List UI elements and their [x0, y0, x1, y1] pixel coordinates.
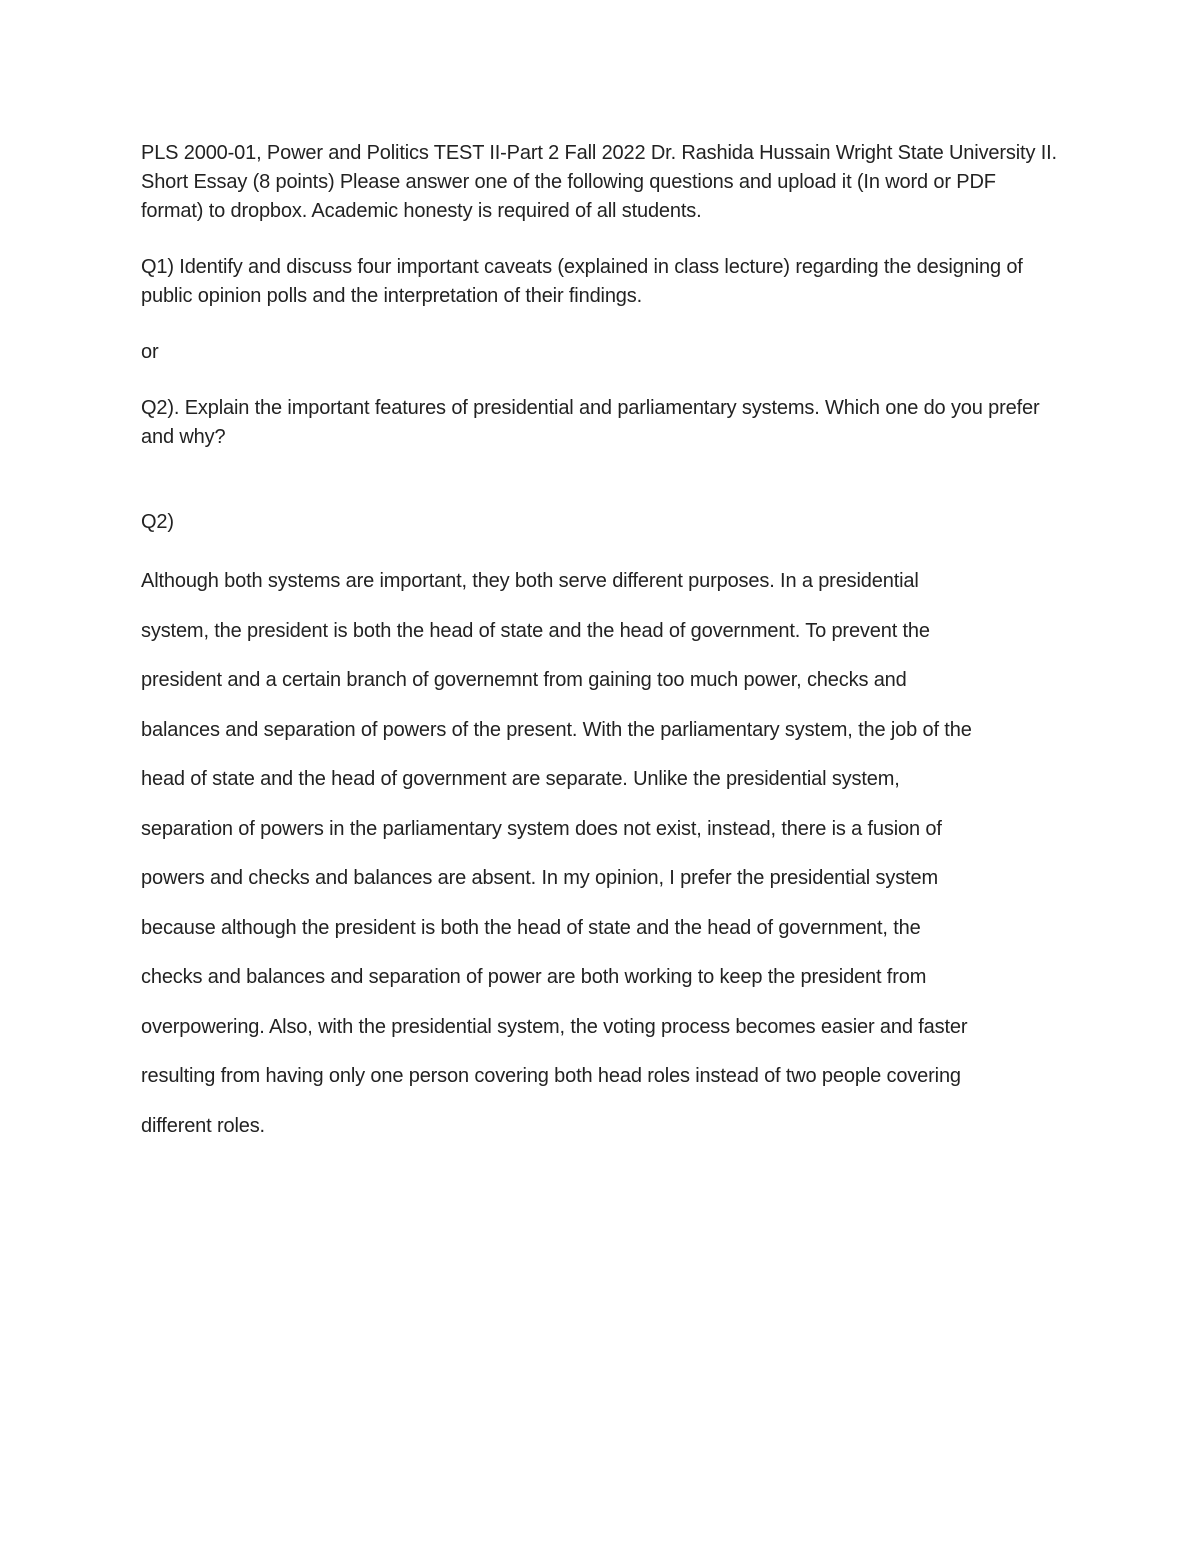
answer-line: powers and checks and balances are absent. In my opinion, I prefer the presidential system — [141, 867, 938, 889]
answer-line: different roles. — [141, 1114, 265, 1137]
exam-header-paragraph: PLS 2000-01, Power and Politics TEST II-Part 2 Fall 2022 Dr. Rashida Hussain Wright State University II. Short Essay (8 points) Please answer one of the following questions and upload it (In word or PDF format) to dropbox. Academic honesty is required of all students. — [141, 142, 1057, 222]
answer-body — [141, 557, 1061, 1151]
or-separator: or — [141, 341, 159, 363]
answer-label: Q2) — [141, 511, 174, 533]
answer-line: resulting from having only one person covering both head roles instead of two people covering — [141, 1065, 961, 1087]
question-1: Q1) Identify and discuss four important caveats (explained in class lecture) regarding the designing of public opinion polls and the interpretation of their findings. — [141, 256, 1023, 307]
document-page — [141, 139, 1061, 1151]
answer-line: separation of powers in the parliamentary system does not exist, instead, there is a fusion of — [141, 817, 942, 840]
answer-line: president and a certain branch of governemnt from gaining too much power, checks and — [141, 669, 907, 691]
answer-line: because although the president is both the head of state and the head of government, the — [141, 916, 921, 939]
question-2: Q2). Explain the important features of presidential and parliamentary systems. Which one do you prefer and why? — [141, 397, 1040, 448]
answer-line: head of state and the head of government are separate. Unlike the presidential system, — [141, 768, 900, 790]
answer-line: checks and balances and separation of power are both working to keep the president from — [141, 966, 927, 988]
answer-line: balances and separation of powers of the present. With the parliamentary system, the job of the — [141, 718, 972, 741]
answer-line: Although both systems are important, they both serve different purposes. In a presidential — [141, 570, 919, 592]
answer-line: system, the president is both the head of state and the head of government. To prevent the — [141, 619, 930, 642]
answer-line: overpowering. Also, with the presidential system, the voting process becomes easier and faster — [141, 1015, 968, 1038]
